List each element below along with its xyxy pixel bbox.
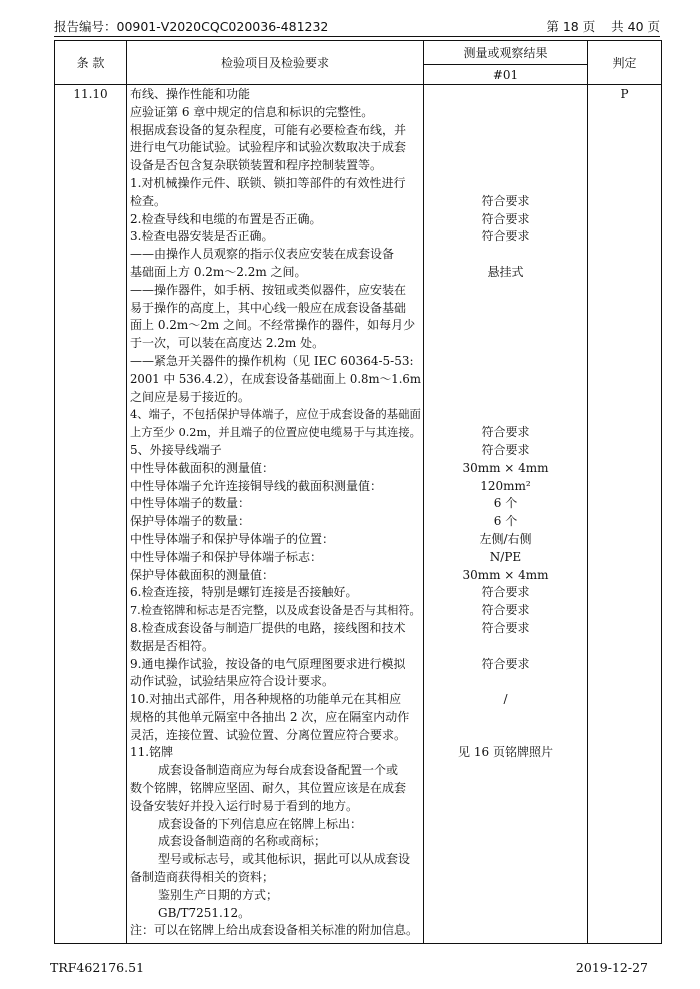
requirement-line: 中性导体端子和保护导体端子的位置： (130, 531, 335, 546)
result-value: 6 个 (493, 496, 518, 511)
result-value (424, 905, 587, 923)
result-value (424, 833, 587, 851)
result-value: 左侧/右侧 (479, 531, 532, 546)
result-value (424, 673, 587, 691)
requirement-line: 设备是否包含复杂联锁装置和程序控制装置等。 (130, 158, 383, 173)
requirement-line: 备制造商获得相关的资料； (130, 870, 275, 885)
result-value (424, 139, 587, 157)
header-rule (54, 36, 660, 37)
requirement-line: 数据是否相符。 (130, 638, 215, 653)
requirement-line: 10.对抽出式部件，用各种规格的功能单元在其相应 (130, 692, 402, 707)
result-value: 符合要求 (481, 193, 530, 208)
result-value (424, 869, 587, 887)
requirement-line: ——紧急开关器件的操作机构（见 IEC 60364-5-53: (130, 353, 414, 368)
result-value (424, 762, 587, 780)
requirement-line: 根据成套设备的复杂程度，可能有必要检查布线，并 (130, 122, 407, 137)
result-column (424, 85, 588, 944)
requirement-line: 3.检查电器安装是否正确。 (130, 229, 274, 244)
requirement-line: 8.检查成套设备与制造厂提供的电路，接线图和技术 (130, 620, 406, 635)
requirement-line: 4、端子，不包括保护导体端子，应位于成套设备的基础面 (130, 407, 421, 422)
result-value (424, 175, 587, 193)
requirement-line: 规格的其他单元隔室中各抽出 2 次，应在隔室内动作 (130, 709, 410, 724)
page-indicator (546, 17, 660, 35)
result-value (424, 317, 587, 335)
requirement-line: 鉴别生产日期的方式； (158, 887, 279, 902)
requirement-line: 检查。 (130, 193, 167, 208)
requirement-line: 上方至少 0.2m，并且端子的位置应使电缆易于与其连接。 (130, 426, 421, 440)
requirement-line: 中性导体端子的数量： (130, 496, 251, 511)
requirement-line: 中性导体截面积的测量值： (130, 460, 275, 475)
verdict-header: 判定 (588, 41, 662, 85)
result-value: 符合要求 (481, 229, 530, 244)
result-value (424, 300, 587, 318)
requirement-line: 基础面上方 0.2m～2.2m 之间。 (130, 264, 307, 279)
requirement-line: 于一次，可以装在高度达 2.2m 处。 (130, 336, 325, 351)
result-value (424, 727, 587, 745)
page-total: 共 40 页 (611, 19, 660, 34)
form-date: 2019-12-27 (575, 960, 648, 975)
clause-number: 11.10 (55, 85, 127, 944)
result-value: 符合要求 (481, 211, 530, 226)
requirement-line: 7.检查铭牌和标志是否完整，以及成套设备是否与其相符。 (130, 604, 421, 618)
result-value: 符合要求 (481, 603, 530, 618)
sample-header: #01 (424, 65, 588, 85)
result-value (424, 122, 587, 140)
requirement-line: 布线、操作性能和功能 (130, 87, 251, 101)
report-number: 报告编号：00901-V2020CQC020036-481232 (54, 19, 329, 34)
result-value: 120mm² (480, 478, 531, 493)
requirement-line: 2001 中 536.4.2），在成套设备基础面上 0.8m～1.6m (130, 371, 421, 386)
result-value: 符合要求 (481, 656, 530, 671)
result-value: 符合要求 (481, 620, 530, 635)
result-value (424, 638, 587, 656)
requirement-line: 易于操作的高度上，其中心线一般应在成套设备基础 (130, 300, 407, 315)
result-value (424, 335, 587, 353)
requirement-line: 5、外接导线端子 (130, 442, 222, 457)
requirement-text (127, 85, 424, 944)
item-header: 检验项目及检验要求 (127, 41, 424, 85)
result-value (424, 780, 587, 798)
requirement-line: ——由操作人员观察的指示仪表应安装在成套设备 (130, 247, 395, 262)
result-value (424, 851, 587, 869)
requirement-line: 应验证第 6 章中规定的信息和标识的完整性。 (130, 104, 374, 119)
result-value: 悬挂式 (487, 264, 524, 279)
requirement-line: 9.通电操作试验，按设备的电气原理图要求进行模拟 (130, 656, 406, 671)
clause-header: 条 款 (55, 41, 127, 85)
requirement-line: 进行电气功能试验。试验程序和试验次数取决于成套 (130, 140, 407, 155)
result-value (424, 157, 587, 175)
result-value: 6 个 (493, 514, 518, 529)
result-value: 符合要求 (481, 585, 530, 600)
requirement-line: 之间应是易于接近的。 (130, 389, 251, 404)
requirement-line: 灵活，连接位置、试验位置、分离位置应符合要求。 (130, 727, 407, 742)
result-value (424, 887, 587, 905)
result-value (424, 389, 587, 407)
result-value: 30mm × 4mm (462, 460, 549, 475)
requirement-line: 成套设备的下列信息应在铭牌上标出： (158, 816, 363, 831)
requirement-line: ——操作器件，如手柄、按钮或类似器件，应安装在 (130, 282, 407, 297)
verdict-value: P (588, 85, 662, 944)
inspection-table (54, 40, 662, 944)
requirement-line: 设备安装好并投入运行时易于看到的地方。 (130, 798, 359, 813)
requirement-line: 1.对机械操作元件、联锁、锁扣等部件的有效性进行 (130, 175, 406, 190)
result-value (424, 353, 587, 371)
requirement-line: 注：可以在铭牌上给出成套设备相关标准的附加信息。 (130, 923, 419, 938)
result-value: N/PE (489, 549, 522, 564)
requirement-line: 型号或标志号，或其他标识，据此可以从成套设 (158, 852, 411, 867)
result-value (424, 104, 587, 122)
result-value (424, 922, 587, 940)
result-value: 见 16 页铭牌照片 (458, 745, 553, 760)
result-value (424, 406, 587, 424)
requirement-line: 成套设备制造商应为每台成套设备配置一个或 (158, 763, 399, 778)
requirement-line: 2.检查导线和电缆的布置是否正确。 (130, 211, 322, 226)
requirement-line: 成套设备制造商的名称或商标； (158, 834, 327, 849)
result-header: 测量或观察结果 (424, 41, 588, 65)
requirement-line: 动作试验，试验结果应符合设计要求。 (130, 674, 335, 689)
requirement-line: 面上 0.2m～2m 之间。不经常操作的器件，如每月少 (130, 318, 416, 333)
result-value (424, 709, 587, 727)
result-value (424, 371, 587, 389)
requirement-line: 6.检查连接，特别是螺钉连接是否接触好。 (130, 585, 358, 600)
requirement-line: 数个铭牌，铭牌应坚固、耐久，其位置应该是在成套 (130, 781, 407, 796)
requirement-line: 保护导体截面积的测量值： (130, 567, 275, 582)
result-value: / (503, 692, 508, 707)
result-value: 符合要求 (481, 442, 530, 457)
result-value (424, 816, 587, 834)
requirement-line: GB/T7251.12。 (158, 905, 251, 920)
requirement-line: 11.铭牌 (130, 745, 174, 760)
page-number: 第 18 页 (546, 19, 596, 34)
result-value: 符合要求 (481, 425, 530, 440)
result-value: 30mm × 4mm (462, 567, 549, 582)
requirement-line: 中性导体端子和保护导体端子标志： (130, 549, 323, 564)
result-value (424, 86, 587, 104)
requirement-line: 保护导体端子的数量： (130, 514, 251, 529)
form-number: TRF462176.51 (50, 960, 145, 975)
result-value (424, 246, 587, 264)
result-value (424, 798, 587, 816)
result-value (424, 282, 587, 300)
requirement-line: 中性导体端子允许连接铜导线的截面积测量值： (130, 478, 383, 493)
